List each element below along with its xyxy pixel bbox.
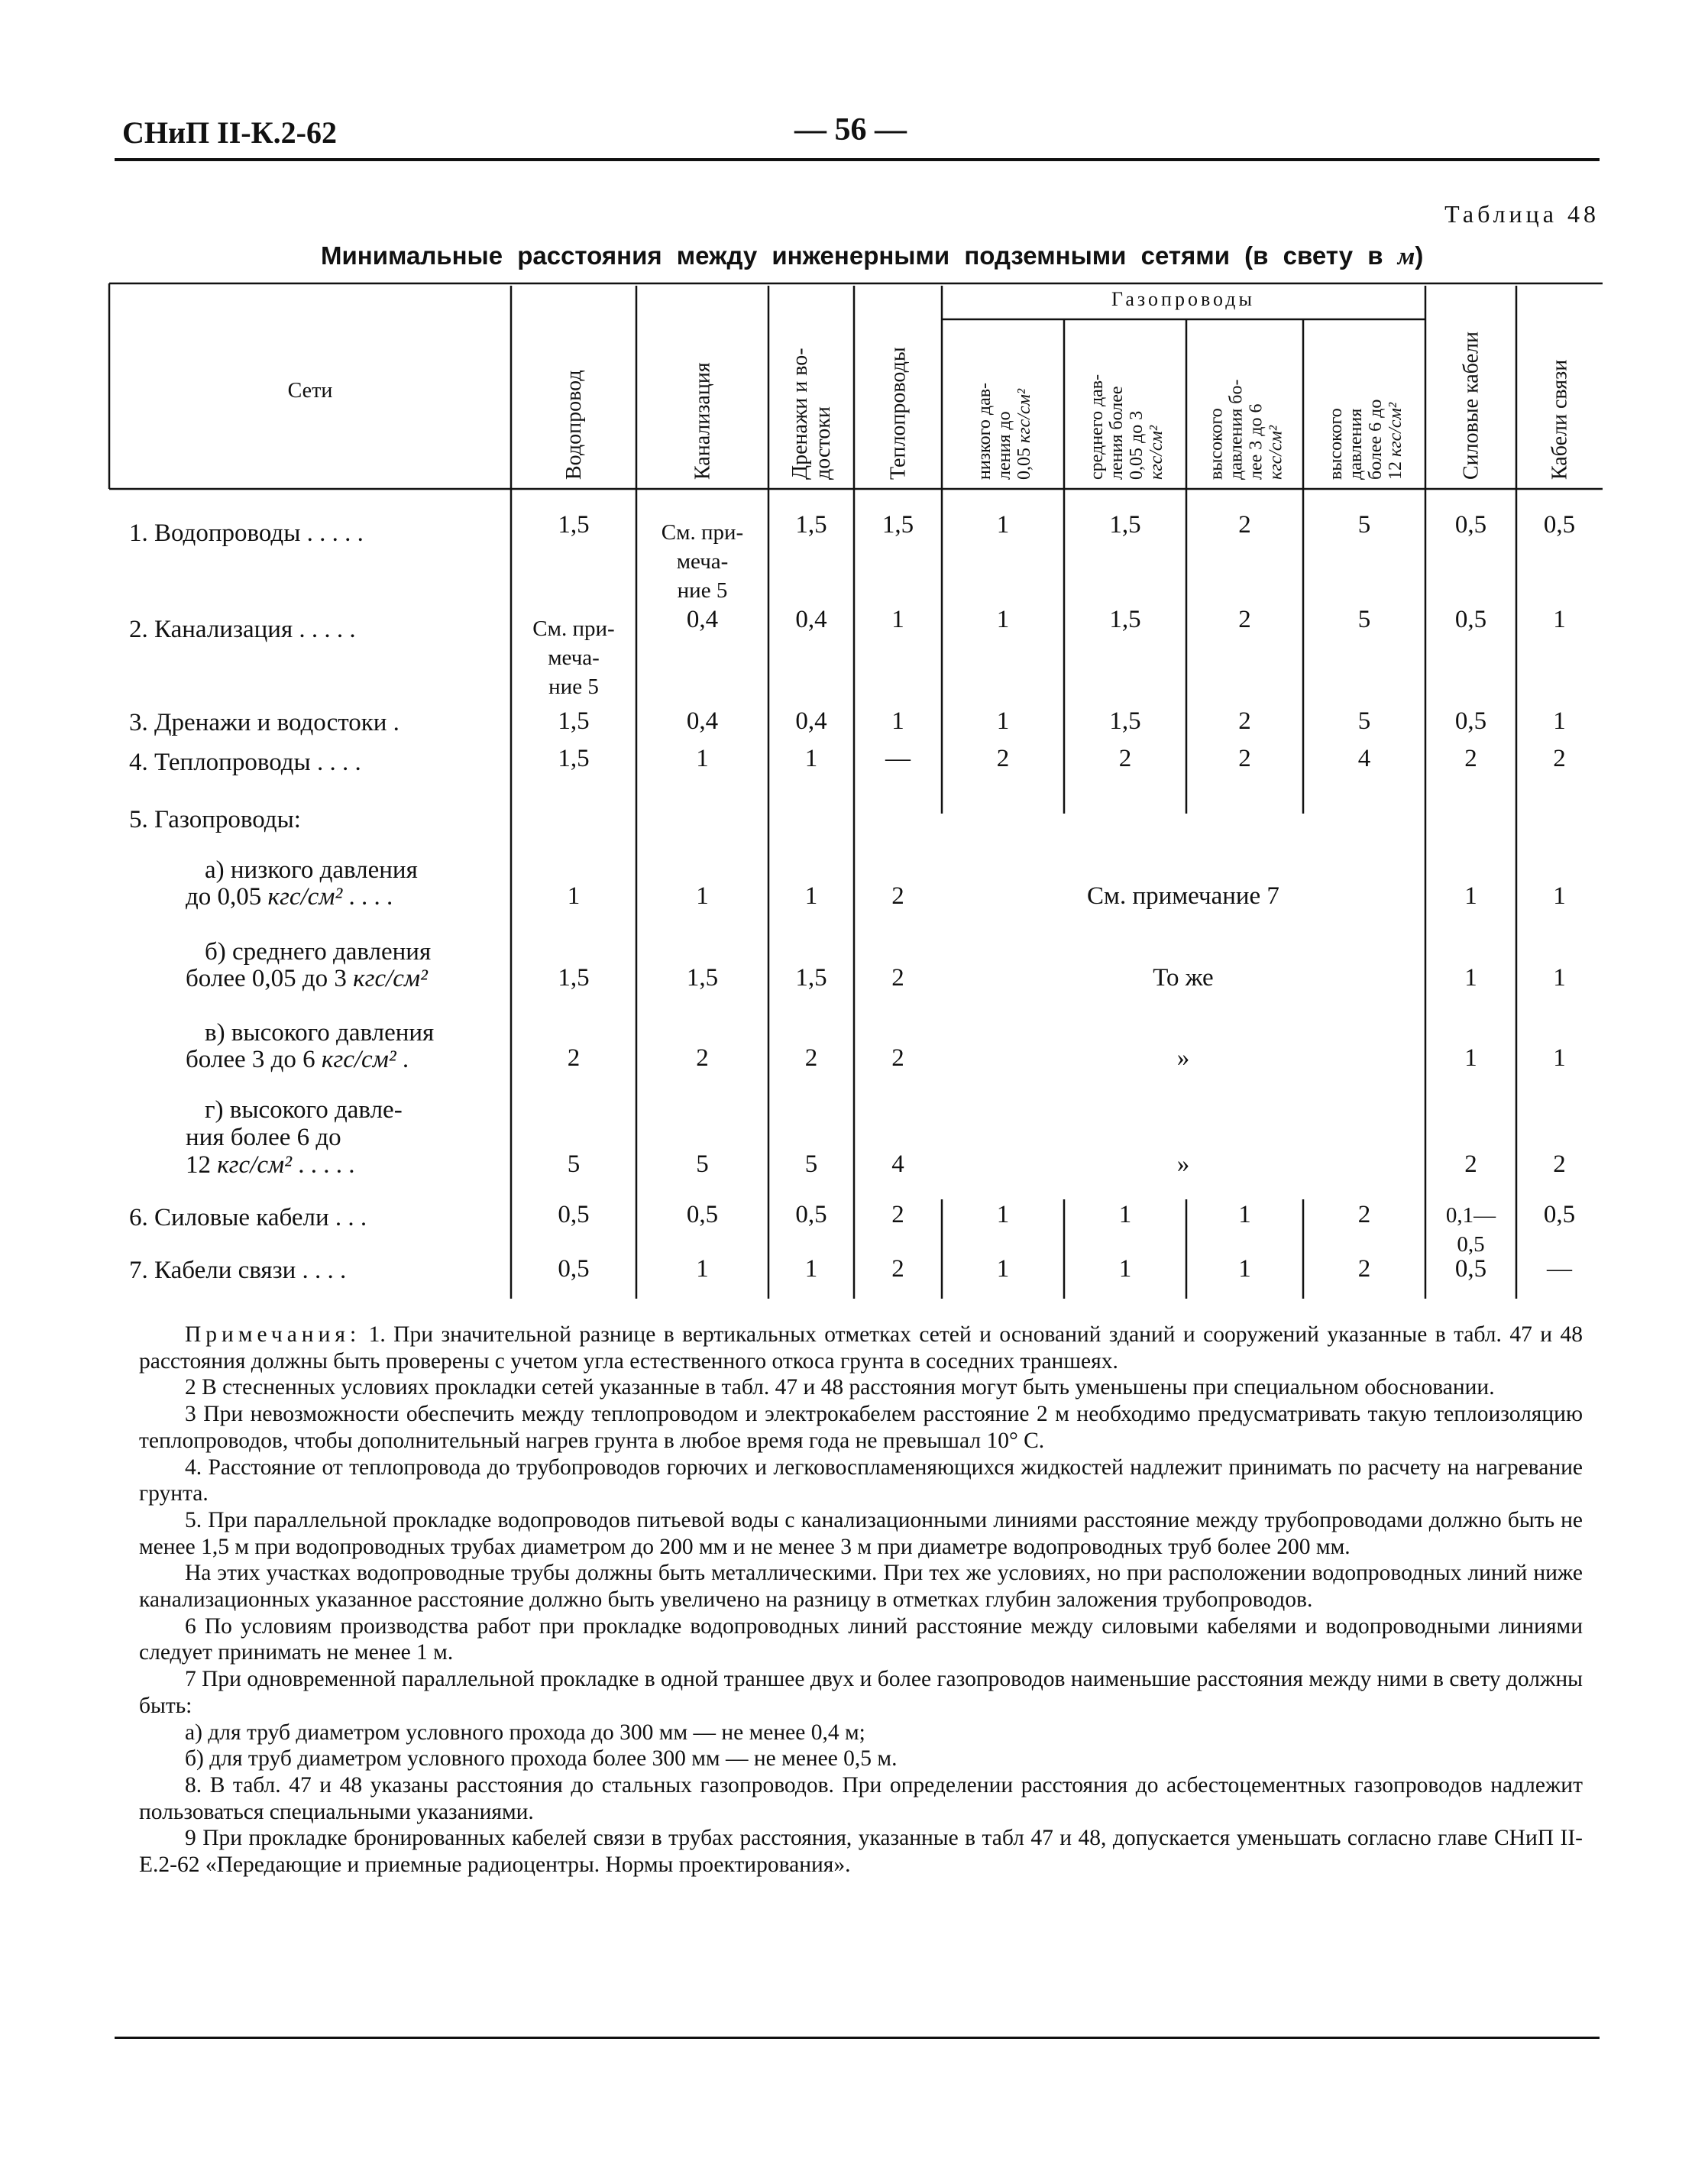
table-cell: 2	[1238, 511, 1251, 539]
table-cell: 0,5	[1454, 511, 1487, 539]
table-cell: 0,4	[795, 707, 827, 735]
table-cell: 0,5	[1457, 1232, 1485, 1257]
table-cell: 2	[804, 1044, 818, 1072]
footer-rule	[115, 2037, 1600, 2039]
header-gas-pipelines: Газопроводы	[1111, 288, 1256, 310]
table-cell: 1	[1238, 1201, 1251, 1228]
note-7-a: а) для труб диаметром условного прохода до 300 мм — не менее 0,4 м;	[185, 1720, 865, 1745]
table-cell: 1	[696, 745, 709, 772]
table-cell: 0,4	[795, 606, 827, 633]
table-cell: 1	[1464, 964, 1477, 992]
table-cell: 2	[891, 1255, 904, 1283]
table-cell: 5	[1357, 707, 1371, 735]
header-comm-cables: Кабели связи	[1548, 359, 1572, 480]
table-cell: 1	[1118, 1255, 1132, 1283]
table-cell: 2	[1238, 745, 1251, 772]
table-cell: 4	[891, 1150, 904, 1178]
table-cell: 1	[1238, 1255, 1251, 1283]
note-3: 3 При невозможности обеспечить между теплопроводом и электрокабелем расстояние 2 м необходимо предусматривать такую теплоизоляцию теплопроводов, чтобы дополнительный нагрев грунта в любое время года не превышал 10° С.	[139, 1402, 1583, 1453]
table-cell: 2	[1118, 745, 1132, 772]
table-cell: 2	[891, 1044, 904, 1072]
note-1-text: 1. При значительной разнице в вертикальных отметках сетей и оснований зданий и сооружений указанные в табл. 47 и 48 расстояния должны быть проверены с учетом угла естественного откоса грунта в соседних траншеях.	[139, 1322, 1583, 1374]
table-cell: 2	[1357, 1255, 1371, 1283]
table-cell: 0,5	[558, 1201, 590, 1228]
table-cell: 1	[1118, 1201, 1132, 1228]
table-cell: То же	[1153, 964, 1214, 992]
table-cell: 1,5	[1109, 606, 1141, 633]
row-label: более 0,05 до 3 кгс/см²	[186, 965, 428, 992]
table-cell: 1,5	[1109, 707, 1141, 735]
header-gas-col: высокого	[1206, 408, 1227, 480]
table-cell: 2	[696, 1044, 709, 1072]
table-cell: 1	[996, 511, 1010, 539]
note-5-continued: На этих участках водопроводные трубы должны быть металлическими. При тех же условиях, но при расположении водопроводных линий ниже канализационных указанное расстояние должно быть увеличено на разницу в отметках глубин заложения трубопроводов.	[139, 1561, 1583, 1613]
header-gas-col: лее 3 до 6	[1246, 403, 1266, 480]
header-gas-col: 0,05 кгс/см²	[1014, 388, 1034, 480]
table-cell: 5	[696, 1150, 709, 1178]
table-cell: меча-	[676, 549, 729, 574]
table-cell: 1	[996, 1201, 1010, 1228]
table-cell: 2	[1464, 1150, 1477, 1178]
table-title-close: )	[1415, 241, 1424, 270]
table-number: Таблица 48	[1444, 200, 1600, 228]
table-cell: 1	[1464, 882, 1477, 910]
table-cell: 1	[1553, 964, 1566, 992]
header-sewerage: Канализация	[691, 362, 715, 480]
header-gas-col: ления более	[1107, 386, 1127, 480]
table-cell: 1,5	[558, 707, 590, 735]
header-water-supply: Водопровод	[562, 370, 586, 480]
note-4: 4. Расстояние от теплопровода до трубопроводов горючих и легковоспламеняющихся жидкостей надлежит принимать по расчету на нагревание грунта.	[139, 1455, 1583, 1506]
row-label: ния более 6 до	[186, 1124, 341, 1151]
header-gas-col: давления бо-	[1226, 379, 1247, 480]
table-cell: 2	[1553, 1150, 1566, 1178]
table-cell: 1	[1553, 606, 1566, 633]
note-6: 6 По условиям производства работ при прокладке водопроводных линий расстояние между силовыми кабелями и водопроводными линиями следует принимать не менее 1 м.	[139, 1613, 1583, 1665]
table-cell: »	[1176, 1150, 1190, 1178]
row-label: 7. Кабели связи . . . .	[129, 1257, 347, 1284]
table-cell: См. при-	[532, 616, 615, 641]
table-cell: 2	[891, 964, 904, 992]
table-cell: 1	[996, 606, 1010, 633]
header-gas-col: низкого дав-	[975, 382, 995, 480]
table-cell: 1	[891, 606, 904, 633]
table-title-unit: м	[1397, 243, 1415, 270]
table-cell: См. примечание 7	[1087, 882, 1279, 910]
table-cell: 0,5	[686, 1201, 719, 1228]
table-cell: 2	[891, 1201, 904, 1228]
table-cell: 1	[804, 1255, 818, 1283]
table-cell: 1,5	[558, 511, 590, 539]
table-cell: 0,1—	[1445, 1203, 1496, 1228]
note-2: 2 В стесненных условиях прокладки сетей указанные в табл. 47 и 48 расстояния могут быть уменьшены при специальном обосновании.	[185, 1375, 1495, 1400]
note-9: 9 При прокладке бронированных кабелей связи в трубах расстояния, указанные в табл 47 и 48, допускается уменьшать согласно главе СНиП II-Е.2-62 «Передающие и приемные радиоцентры. Нормы проектирования».	[139, 1826, 1583, 1878]
table-cell: —	[885, 745, 911, 772]
row-label: более 3 до 6 кгс/см² .	[186, 1046, 409, 1073]
table-cell: 1,5	[881, 511, 914, 539]
header-gas-col: 0,05 до 3	[1127, 410, 1147, 480]
table-cell: См. при-	[661, 520, 744, 545]
table-cell: 1	[891, 707, 904, 735]
table-cell: ние 5	[548, 675, 599, 699]
table-cell: 1	[804, 882, 818, 910]
table-cell: 2	[1357, 1201, 1371, 1228]
table-cell: 1	[1553, 707, 1566, 735]
table-cell: 1	[696, 1255, 709, 1283]
row-label: г) высокого давле-	[205, 1096, 403, 1124]
table-title-main: Минимальные расстояния между инженерными подземными сетями (в свету в	[321, 241, 1383, 270]
table-cell: 1,5	[1109, 511, 1141, 539]
table-cell: 5	[804, 1150, 818, 1178]
table-cell: 0,4	[686, 707, 719, 735]
table-cell: 2	[996, 745, 1010, 772]
header-gas-col: 12 кгс/см²	[1386, 402, 1406, 480]
table-cell: 2	[1464, 745, 1477, 772]
table-cell: 0,4	[686, 606, 719, 633]
table-cell: 2	[1238, 707, 1251, 735]
table-cell: 2	[567, 1044, 581, 1072]
note-7: 7 При одновременной параллельной прокладке в одной траншее двух и более газопроводов наименьшие расстояния между ними в свету должны быть:	[139, 1667, 1583, 1718]
table-cell: 1	[696, 882, 709, 910]
header-drainage: Дренажи и во-	[788, 348, 812, 480]
row-label: 2. Канализация . . . . .	[129, 616, 356, 643]
table-cell: 1,5	[686, 964, 719, 992]
table-cell: 0,5	[558, 1255, 590, 1283]
row-label: 4. Теплопроводы . . . .	[129, 749, 361, 776]
header-gas-col: среднего дав-	[1087, 374, 1107, 480]
table-cell: 1	[567, 882, 581, 910]
table-cell: 0,5	[1454, 606, 1487, 633]
table-cell: »	[1176, 1044, 1190, 1072]
table-cell: 1,5	[558, 745, 590, 772]
table-cell: меча-	[548, 646, 600, 670]
notes-heading: Примечания:	[185, 1322, 361, 1347]
header-gas-col: ления до	[995, 411, 1014, 480]
header-gas-col: давления	[1346, 408, 1366, 480]
table-cell: 0,5	[1543, 511, 1576, 539]
row-label: до 0,05 кгс/см² . . . .	[186, 883, 393, 911]
table-cell: 2	[1553, 745, 1566, 772]
note-8: 8. В табл. 47 и 48 указаны расстояния до стальных газопроводов. При определении расстояния до асбестоцементных газопроводов надлежит пользоваться специальными указаниями.	[139, 1772, 1583, 1824]
header-networks: Сети	[287, 379, 333, 403]
table-cell: 1	[996, 707, 1010, 735]
table-cell: 0,5	[795, 1201, 827, 1228]
page-number: — 56 —	[794, 112, 907, 147]
header-gas-col: кгс/см²	[1266, 425, 1286, 480]
table-cell: —	[1547, 1255, 1572, 1283]
table-cell: 0,5	[1543, 1201, 1576, 1228]
table-cell: 1	[996, 1255, 1010, 1283]
table-cell: 5	[567, 1150, 581, 1178]
table-cell: 1	[1553, 882, 1566, 910]
document-code: СНиП II-К.2-62	[122, 115, 337, 150]
note-5: 5. При параллельной прокладке водопроводов питьевой воды с канализационными линиями расстояние между трубопроводами должно быть не менее 1,5 м при водопроводных трубах диаметром до 200 мм и не менее 3 м при диаметре водопроводных труб более 200 мм.	[139, 1507, 1583, 1559]
table-cell: 1	[804, 745, 818, 772]
table-cell: 5	[1357, 511, 1371, 539]
notes-section	[139, 1322, 1583, 1878]
header-gas-col: высокого	[1326, 408, 1346, 480]
table-cell: 1,5	[558, 964, 590, 992]
header-gas-col: более 6 до	[1366, 399, 1386, 480]
note-1	[139, 1322, 1583, 1374]
header-power-cables: Силовые кабели	[1459, 332, 1483, 480]
row-label: в) высокого давления	[205, 1019, 435, 1047]
note-7-b: б) для труб диаметром условного прохода более 300 мм — не менее 0,5 м.	[185, 1746, 898, 1772]
table-cell: ние 5	[677, 578, 728, 603]
table-cell: 0,5	[1454, 707, 1487, 735]
header-drainage: достоки	[811, 406, 835, 480]
row-label: 6. Силовые кабели . . .	[129, 1204, 367, 1231]
table-cell: 5	[1357, 606, 1371, 633]
table-cell: 0,5	[1454, 1255, 1487, 1283]
row-label: 12 кгс/см² . . . . .	[186, 1151, 355, 1179]
row-label: 5. Газопроводы:	[129, 806, 301, 833]
table-cell: 1	[1464, 1044, 1477, 1072]
row-label: б) среднего давления	[205, 938, 432, 966]
row-label: 3. Дренажи и водостоки .	[129, 709, 400, 736]
table-cell: 1,5	[795, 511, 827, 539]
table-cell: 4	[1357, 745, 1371, 772]
table-cell: 1,5	[795, 964, 827, 992]
header-gas-col: кгс/см²	[1147, 425, 1166, 480]
table-cell: 2	[1238, 606, 1251, 633]
header-heat-pipes: Теплопроводы	[886, 347, 911, 480]
table-cell: 1	[1553, 1044, 1566, 1072]
row-label: а) низкого давления	[205, 856, 418, 884]
table-cell: 2	[891, 882, 904, 910]
row-label: 1. Водопроводы . . . . .	[129, 519, 364, 547]
